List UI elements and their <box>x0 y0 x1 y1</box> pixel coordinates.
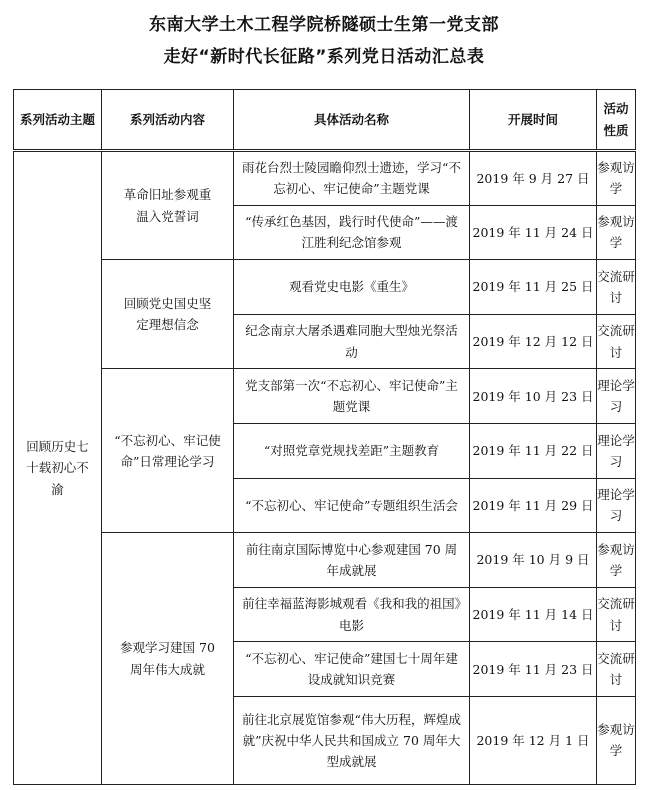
activity-type-cell: 交流研讨 <box>597 314 636 369</box>
activity-name-cell: “不忘初心、牢记使命”建国七十周年建设成就知识竞赛 <box>234 642 470 697</box>
activity-type-cell: 交流研讨 <box>597 587 636 642</box>
activity-summary-table <box>13 89 636 785</box>
activity-date-cell: 2019 年 11 月 23 日 <box>470 642 597 697</box>
table-header-row <box>14 90 636 151</box>
column-header-name: 具体活动名称 <box>234 90 470 151</box>
series-content-cell: “不忘初心、牢记使命”日常理论学习 <box>102 369 234 533</box>
activity-date-cell: 2019 年 11 月 29 日 <box>470 478 597 533</box>
activity-type-cell: 参观访学 <box>597 533 636 588</box>
activity-name-cell: 前往北京展览馆参观“伟大历程，辉煌成就”庆祝中华人民共和国成立 70 周年大型成就展 <box>234 696 470 784</box>
series-theme-cell: 回顾历史七十载初心不渝 <box>14 151 102 785</box>
activity-date-cell: 2019 年 11 月 14 日 <box>470 587 597 642</box>
activity-date-cell: 2019 年 10 月 9 日 <box>470 533 597 588</box>
series-content-cell: 革命旧址参观重温入党誓词 <box>102 151 234 260</box>
column-header-content: 系列活动内容 <box>102 90 234 151</box>
activity-type-cell: 参观访学 <box>597 205 636 260</box>
activity-name-cell: 前往南京国际博览中心参观建国 70 周年成就展 <box>234 533 470 588</box>
activity-type-cell: 参观访学 <box>597 151 636 206</box>
activity-name-cell: 前往幸福蓝海影城观看《我和我的祖国》电影 <box>234 587 470 642</box>
activity-name-cell: 观看党史电影《重生》 <box>234 260 470 315</box>
activity-date-cell: 2019 年 11 月 24 日 <box>470 205 597 260</box>
activity-date-cell: 2019 年 9 月 27 日 <box>470 151 597 206</box>
activity-name-cell: 雨花台烈士陵园瞻仰烈士遗迹，学习“不忘初心、牢记使命”主题党课 <box>234 151 470 206</box>
column-header-type: 活动性质 <box>597 90 636 151</box>
table-row <box>14 533 636 588</box>
table-row <box>14 369 636 424</box>
activity-name-cell: “对照党章党规找差距”主题教育 <box>234 423 470 478</box>
page-title: 东南大学土木工程学院桥隧硕士生第一党支部 <box>149 15 499 35</box>
activity-date-cell: 2019 年 11 月 22 日 <box>470 423 597 478</box>
series-content-cell: 回顾党史国史坚定理想信念 <box>102 260 234 369</box>
column-header-date: 开展时间 <box>470 90 597 151</box>
activity-date-cell: 2019 年 12 月 1 日 <box>470 696 597 784</box>
activity-type-cell: 参观访学 <box>597 696 636 784</box>
column-header-theme: 系列活动主题 <box>14 90 102 151</box>
activity-type-cell: 交流研讨 <box>597 260 636 315</box>
activity-date-cell: 2019 年 10 月 23 日 <box>470 369 597 424</box>
activity-name-cell: “不忘初心、牢记使命”专题组织生活会 <box>234 478 470 533</box>
activity-name-cell: “传承红色基因，践行时代使命”——渡江胜利纪念馆参观 <box>234 205 470 260</box>
page-subtitle: 走好“新时代长征路”系列党日活动汇总表 <box>163 47 485 67</box>
activity-date-cell: 2019 年 12 月 12 日 <box>470 314 597 369</box>
activity-type-cell: 理论学习 <box>597 369 636 424</box>
table-row <box>14 260 636 315</box>
activity-name-cell: 纪念南京大屠杀遇难同胞大型烛光祭活动 <box>234 314 470 369</box>
series-content-cell: 参观学习建国 70 周年伟大成就 <box>102 533 234 785</box>
activity-type-cell: 理论学习 <box>597 478 636 533</box>
activity-name-cell: 党支部第一次“不忘初心、牢记使命”主题党课 <box>234 369 470 424</box>
table-row <box>14 151 636 206</box>
activity-type-cell: 交流研讨 <box>597 642 636 697</box>
activity-type-cell: 理论学习 <box>597 423 636 478</box>
activity-date-cell: 2019 年 11 月 25 日 <box>470 260 597 315</box>
